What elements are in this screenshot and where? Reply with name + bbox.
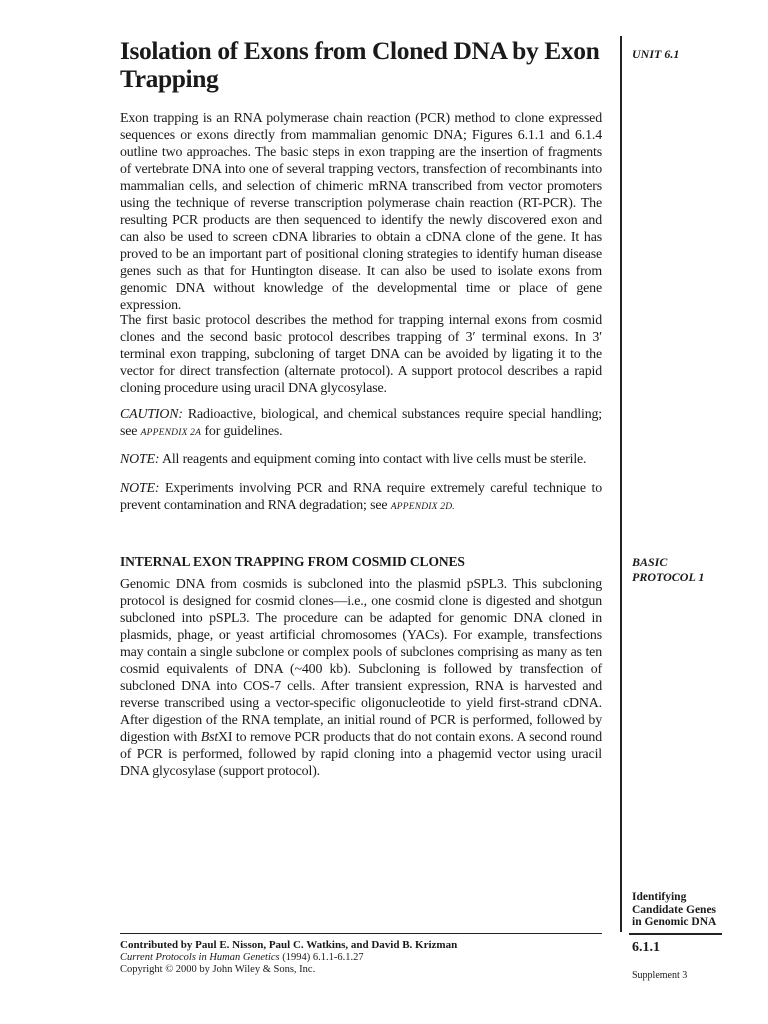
protocol-side-label-line-2: PROTOCOL 1 [632,570,705,584]
intro-paragraph-1 [120,110,602,314]
supplement-label: Supplement 3 [632,970,688,981]
note-2-text: Experiments involving PCR and RNA require extremely careful technique to prevent contamination and RNA degradation; see [120,481,602,513]
caution-appendix-ref: APPENDIX 2A [140,428,202,438]
authors-line: Contributed by Paul E. Nisson, Paul C. Watkins, and David B. Krizman [120,939,458,951]
section-heading: INTERNAL EXON TRAPPING FROM COSMID CLONES [120,554,465,569]
note-2-appendix-ref: APPENDIX 2D. [390,502,455,512]
enzyme-rest: XI [218,730,233,745]
copyright-line: Copyright © 2000 by John Wiley & Sons, Inc. [120,964,316,975]
intro-paragraph-1-text: Exon trapping is an RNA polymerase chain reaction (PCR) method to clone expressed sequences or exons directly from mammalian genomic DNA; Figures 6.1.1 and 6.1.4 outline two approaches. The basic steps in exon trapping are the insertion of fragments of vertebrate DNA into one of several trapping vectors, transfection of recombinants into mammalian cells, and selection of chimeric mRNA transcribed from vector promoters using the technique of reverse transcription polymerase chain reaction (RT-PCR). The resulting PCR products are then sequenced to identify the newly discovered exon and can also be used to screen cDNA libraries to obtain a cDNA clone of the gene. It has proved to be an important part of positional cloning strategies to identify human disease genes such as that for Huntington disease. It can also be used to isolate exons from genomic DNA without knowledge of the developmental time or place of gene expression. [120,111,602,313]
caution-end: for guidelines. [201,424,283,439]
contamination-note [120,480,602,516]
chapter-title [632,891,742,929]
caution-text: Radioactive, biological, and chemical substances require special handling; see [120,407,602,439]
chapter-title-line-3: in Genomic DNA [632,916,717,928]
unit-label: UNIT 6.1 [632,47,680,61]
footer-divider-left [120,933,602,934]
protocol-paragraph [120,576,602,780]
chapter-title-line-1: Identifying [632,891,687,903]
note-1-text: All reagents and equipment coming into contact with live cells must be sterile. [159,452,587,467]
note-2-label: NOTE: [120,481,160,496]
footer-divider-right [629,933,722,935]
sterile-note [120,451,602,468]
page-number: 6.1.1 [632,940,660,955]
citation-line [120,952,600,965]
protocol-side-label-line-1: BASIC [632,555,668,569]
protocol-text-part-1: Genomic DNA from cosmids is subcloned into the plasmid pSPL3. This subcloning protocol is designed for cosmid clones—i.e., one cosmid clone is digested and shotgun subcloned into pSPL3. The procedure can be adapted for genomic DNA cloned in plasmids, phage, or yeast artificial chromosomes (YACs). For example, transfections may contain a single subclone or complex pools of subclones comprising as many as ten cosmid equivalents of DNA (~400 kb). Subcloning is followed by transfection of subcloned DNA into COS-7 cells. After transient expression, RNA is harvested and reverse transcribed using a vector-specific oligonucleotide to yield first-strand cDNA. After digestion of the RNA template, an initial round of PCR is performed, followed by digestion with [120,577,602,745]
citation-text: (1994) 6.1.1-6.1.27 [279,951,364,963]
enzyme-italic: Bst [200,730,219,745]
contributors-block [120,939,600,977]
caution-label: CAUTION: [120,407,183,422]
protocol-side-label [632,555,762,585]
intro-paragraph-2-text: The first basic protocol describes the method for trapping internal exons from cosmid clones and the second basic protocol describes trapping of 3′ terminal exons. In 3′ terminal exon trapping, subcloning of target DNA can be avoided by ligating it to the vector for direct transfection (alternate protocol). A support protocol describes a rapid cloning procedure using uracil DNA glycosylase. [120,313,602,396]
page-title: Isolation of Exons from Cloned DNA by Exon Trapping [120,36,600,93]
caution-note [120,406,602,442]
vertical-divider [620,36,622,932]
journal-name: Current Protocols in Human Genetics [120,951,280,963]
chapter-title-line-2: Candidate Genes [632,903,717,916]
intro-paragraph-2 [120,312,602,397]
protocol-text-part-2: to remove PCR products that do not contain exons. A second round of PCR is performed, followed by rapid cloning into a phagemid vector using uracil DNA glycosylase (support protocol). [120,730,602,779]
note-1-label: NOTE: [120,452,160,467]
